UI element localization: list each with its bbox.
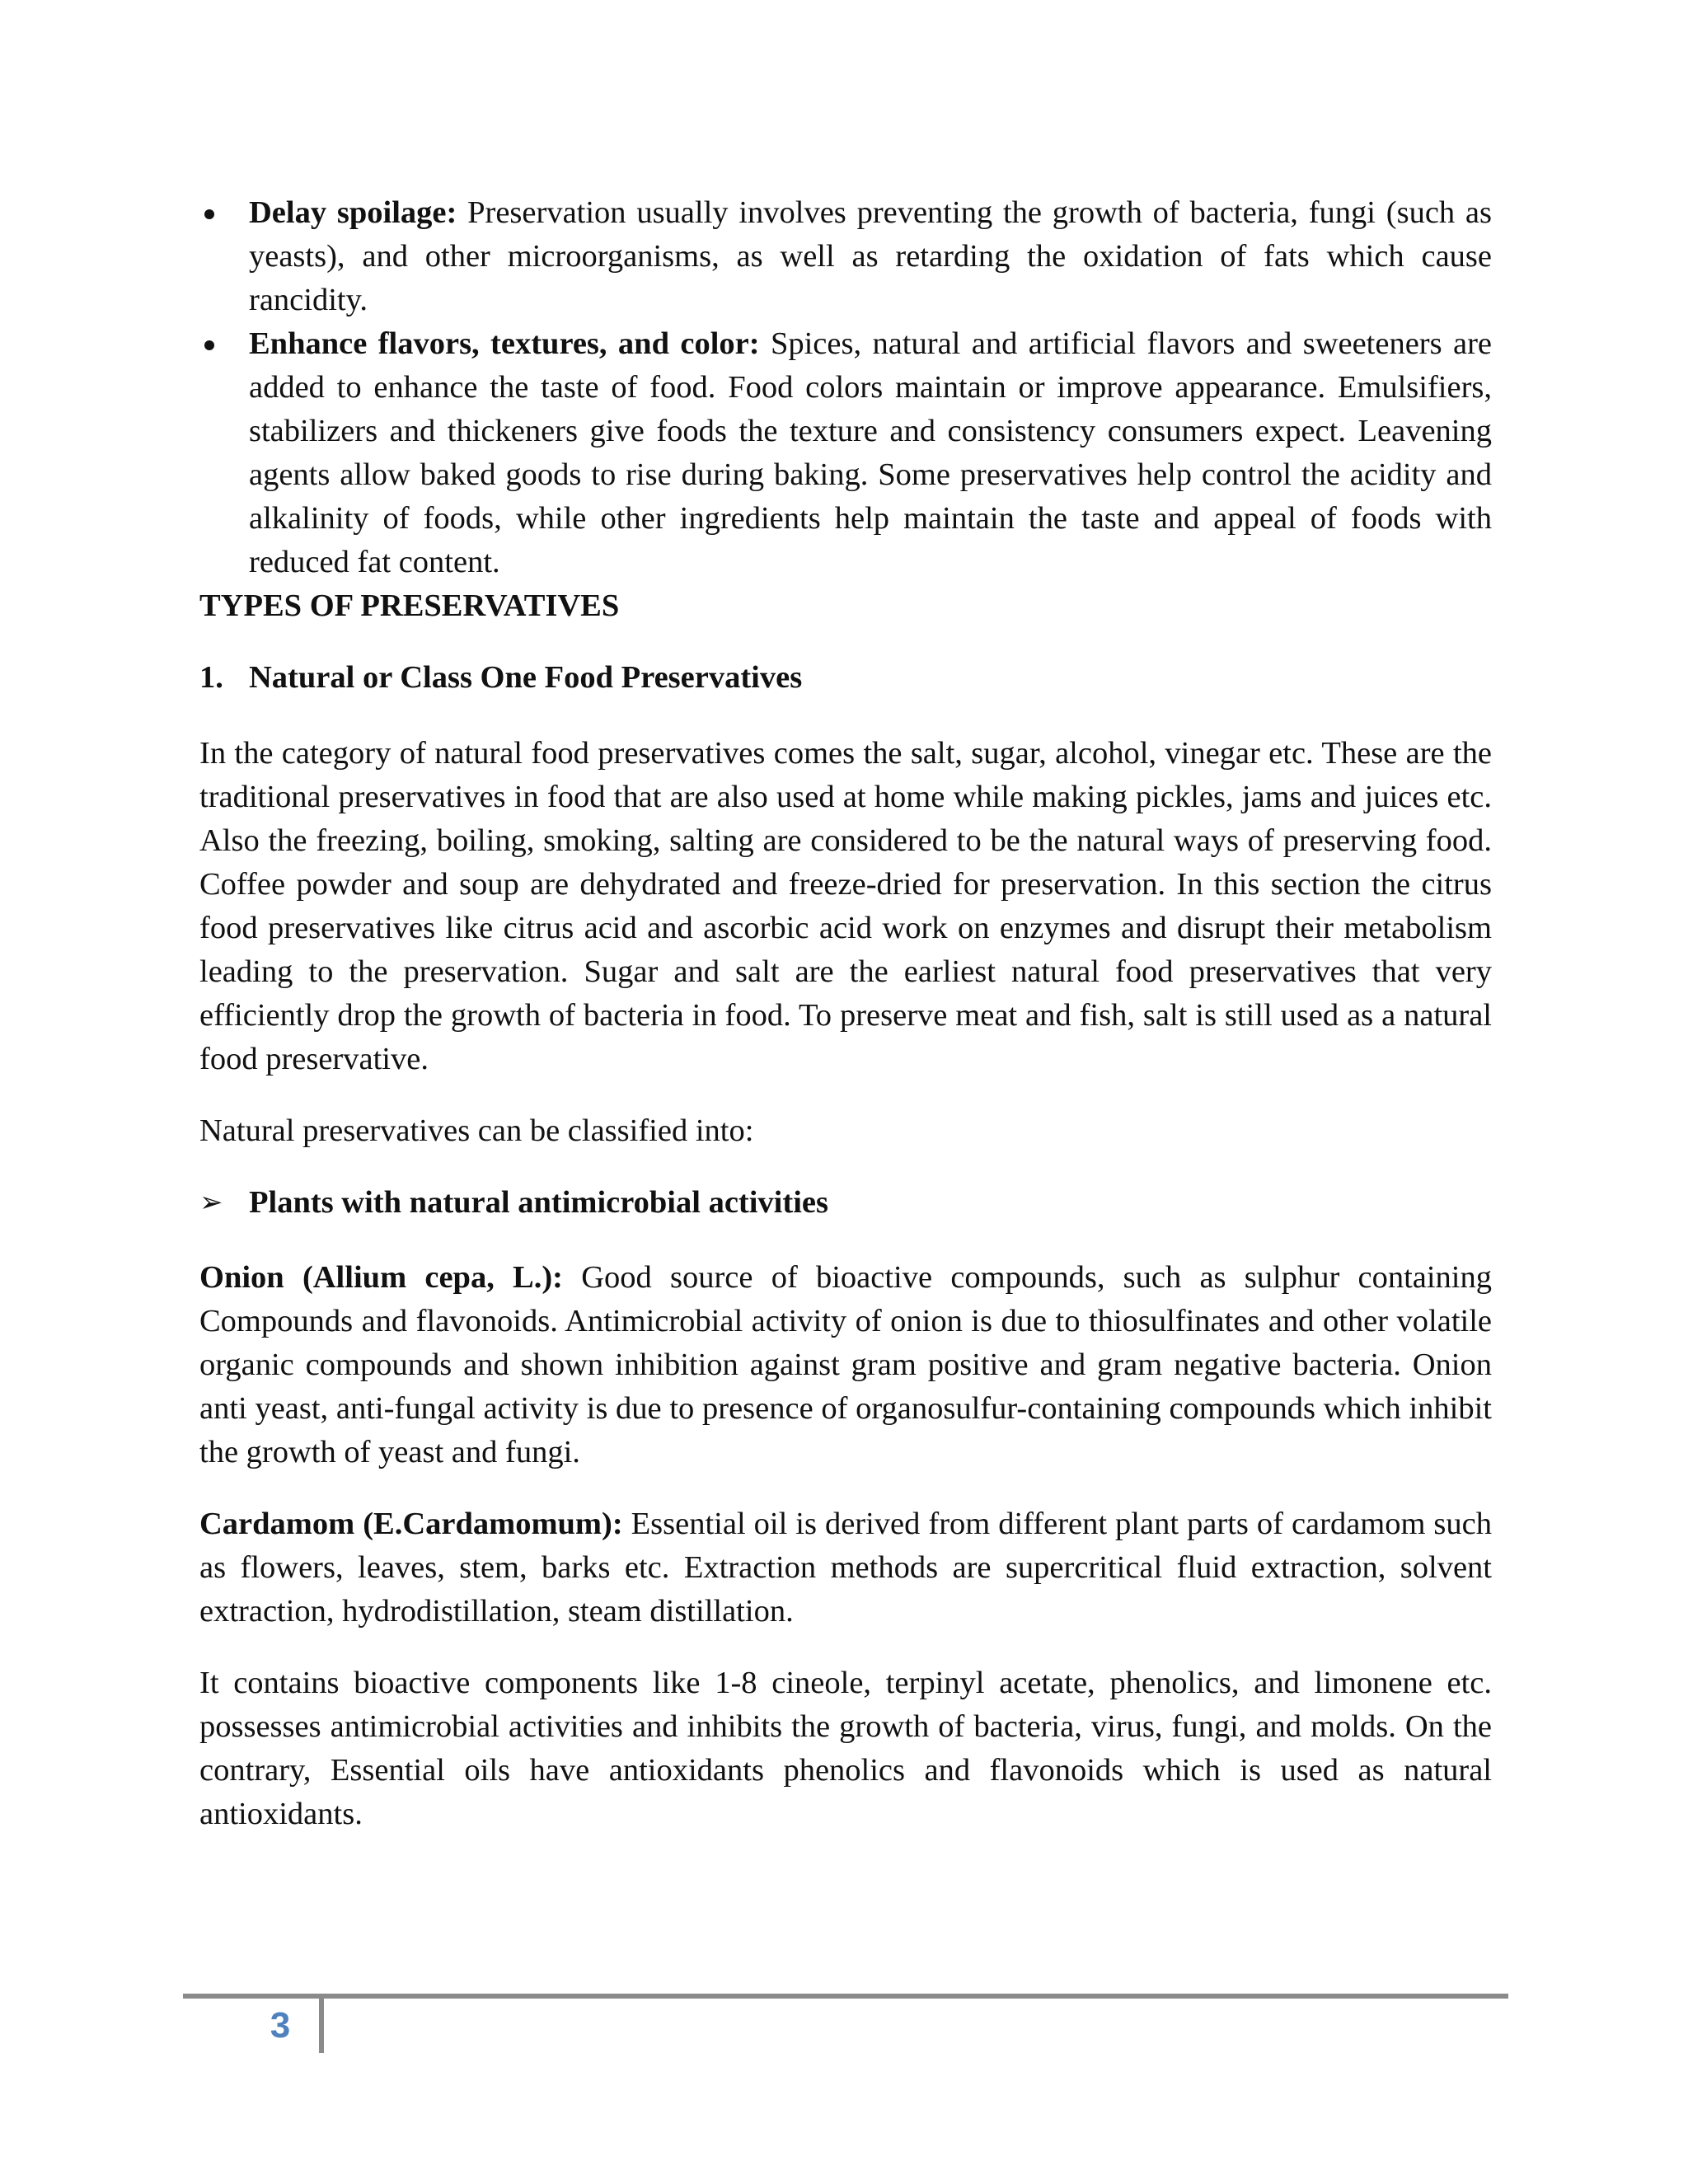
footer-rule: [183, 1994, 1508, 1999]
cardamom-text: Essential oil is derived from different plant parts of cardamom such as flowers, leaves, stem, barks etc. Extraction methods are supercritical fluid extraction, solvent extraction, hydrodistillation, steam distillation.: [199, 1507, 1492, 1629]
arrow-item-text: Plants with natural antimicrobial activities: [249, 1184, 828, 1220]
onion-label: Onion (Allium cepa, L.):: [199, 1260, 563, 1295]
page-number: 3: [270, 2005, 291, 2046]
onion-text: Good source of bioactive compounds, such as sulphur containing Compounds and flavonoids. Antimicrobial activity of onion is due to thiosulfinates and other volatile organic compounds and shown inhibition against gram positive and gram negative bacteria. Onion anti yeast, anti-fungal activity is due to presence of organosulfur-containing compounds which inhibit the growth of yeast and fungi.: [199, 1260, 1492, 1469]
arrow-list-item: [199, 1181, 1492, 1225]
cardamom-label: Cardamom (E.Cardamomum):: [199, 1507, 623, 1541]
footer-divider: [319, 1994, 324, 2053]
bullet-label: Enhance flavors, textures, and color:: [249, 326, 760, 361]
classified-intro: Natural preservatives can be classified into:: [199, 1113, 754, 1148]
bioactive-paragraph: It contains bioactive components like 1-8 cineole, terpinyl acetate, phenolics, and limonene etc. possesses antimicrobial activities and inhibits the growth of bacteria, virus, fungi, and molds. On the contrary, Essential oils have antioxidants phenolics and flavonoids which is used as natural antioxidants.: [199, 1666, 1492, 1831]
subsection-heading: [199, 656, 1492, 700]
section-heading: TYPES OF PRESERVATIVES: [199, 588, 620, 623]
natural-preservatives-paragraph: In the category of natural food preservatives comes the salt, sugar, alcohol, vinegar etc. These are the traditional preservatives in food that are also used at home while making pickles, jams and juices etc. Also the freezing, boiling, smoking, salting are considered to be the natural ways of preserving food. Coffee powder and soup are dehydrated and freeze-dried for preservation. In this section the citrus food preservatives like citrus acid and ascorbic acid work on enzymes and disrupt their metabolism leading to the preservation. Sugar and salt are the earliest natural food preservatives that very efficiently drop the growth of bacteria in food. To preserve meat and fish, salt is still used as a natural food preservative.: [199, 735, 1492, 1076]
list-item: [199, 322, 1492, 584]
onion-paragraph: [199, 1256, 1492, 1474]
bullet-text: Spices, natural and artificial flavors and sweeteners are added to enhance the taste of food. Food colors maintain or improve appearance. Emulsifiers, stabilizers and thickeners give foods the texture and consistency consumers expect. Leavening agents allow baked goods to rise during baking. Some preservatives help control the acidity and alkalinity of foods, while other ingredients help maintain the taste and appeal of foods with reduced fat content.: [249, 326, 1492, 579]
list-item: [199, 191, 1492, 322]
bullet-dot-icon: [204, 340, 214, 350]
bullet-list: [199, 191, 1492, 584]
subsection-number: 1.: [199, 660, 223, 695]
subsection-title: Natural or Class One Food Preservatives: [249, 660, 803, 695]
page-content: [199, 191, 1492, 1836]
bullet-dot-icon: [204, 209, 214, 219]
bullet-text: Preservation usually involves preventing the growth of bacteria, fungi (such as yeasts), and other microorganisms, as well as retarding the oxidation of fats which cause rancidity.: [249, 195, 1493, 317]
arrowhead-bullet-icon: ➢: [199, 1185, 223, 1219]
bullet-label: Delay spoilage:: [249, 195, 457, 230]
cardamom-paragraph: [199, 1502, 1492, 1633]
